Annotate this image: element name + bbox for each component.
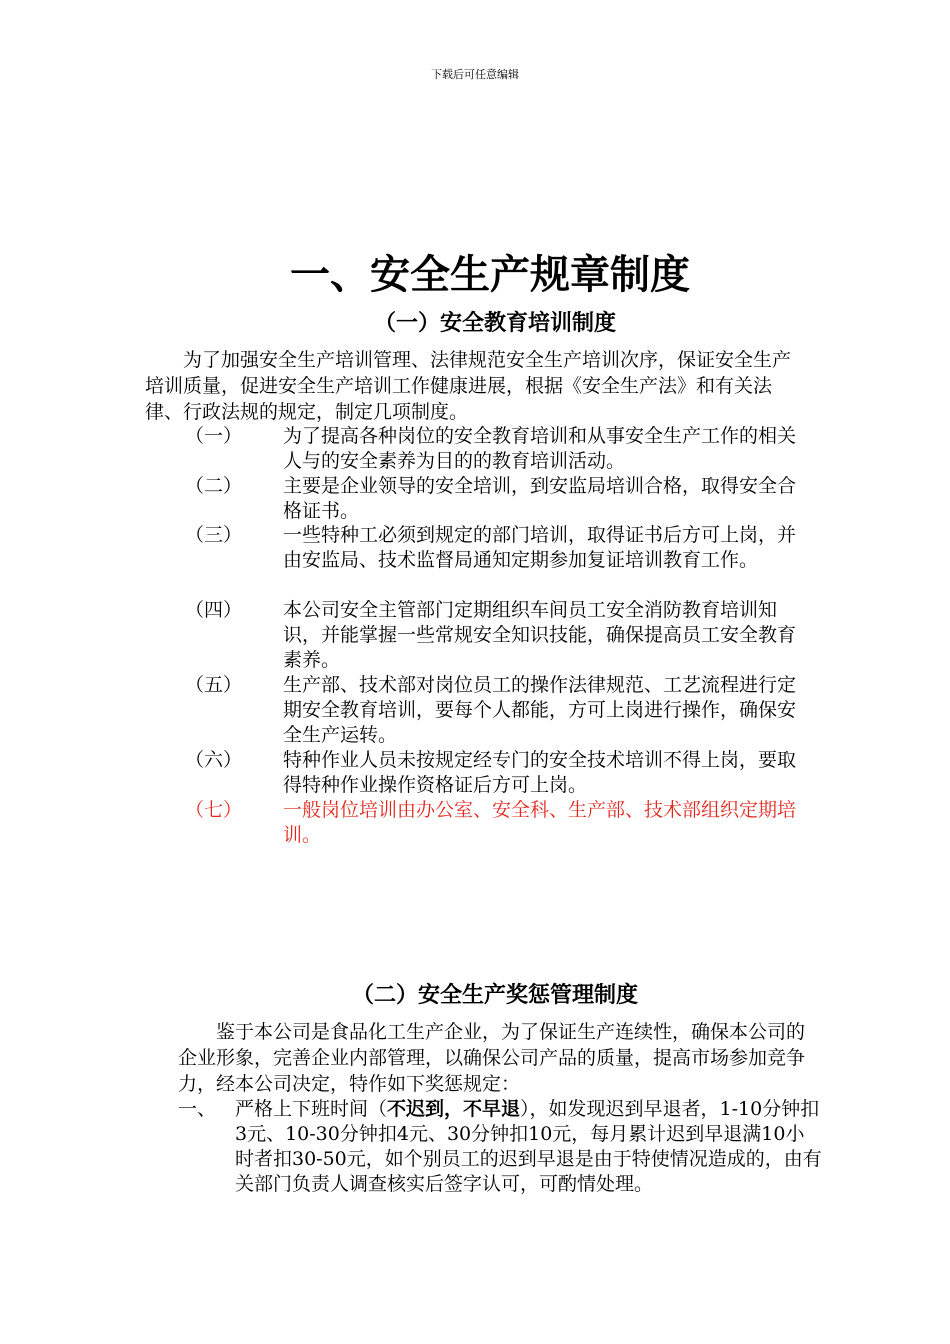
item-text-bold: 不迟到，不早退 <box>387 1098 521 1120</box>
item-number: （四） <box>185 599 243 621</box>
item-number: 一、 <box>178 1098 217 1120</box>
item-number: （六） <box>185 749 243 771</box>
item-text: 本公司安全主管部门定期组织车间员工安全消防教育培训知识，并能掌握一些常规安全知识技能，确保提高员工安全教育素养。 <box>283 599 797 671</box>
item-text: 为了提高各种岗位的安全教育培训和从事安全生产工作的相关人与的安全素养为目的的教育培训活动。 <box>283 425 797 472</box>
header-note: 下载后可任意编辑 <box>431 68 519 81</box>
item-text: 生产部、技术部对岗位员工的操作法律规范、工艺流程进行定期安全教育培训，要每个人都能，方可上岗进行操作，确保安全生产运转。 <box>283 674 797 746</box>
item-text: 一些特种工必须到规定的部门培训，取得证书后方可上岗，并由安监局、技术监督局通知定期参加复证培训教育工作。 <box>283 524 797 571</box>
section2-intro: 鉴于本公司是食品化工生产企业，为了保证生产连续性，确保本公司的企业形象，完善企业内部管理，以确保公司产品的质量，提高市场参加竞争力，经本公司决定，特作如下奖惩规定： <box>178 1021 806 1095</box>
item-text <box>235 1097 823 1197</box>
item-text: 特种作业人员未按规定经专门的安全技术培训不得上岗，要取得特种作业操作资格证后方可上岗。 <box>283 749 797 796</box>
section2-title: （二）安全生产奖惩管理制度 <box>351 983 638 1008</box>
item-text-pre: 严格上下班时间（ <box>235 1098 388 1120</box>
item-number: （一） <box>185 425 243 447</box>
item-number: （七） <box>185 799 243 821</box>
main-title: 一、安全生产规章制度 <box>290 252 690 298</box>
item-text: 一般岗位培训由办公室、安全科、生产部、技术部组织定期培训。 <box>283 799 797 846</box>
item-number: （三） <box>185 524 243 546</box>
section1-intro: 为了加强安全生产培训管理、法律规范安全生产培训次序，保证安全生产培训质量，促进安全生产培训工作健康进展，根据《安全生产法》和有关法律、行政法规的规定，制定几项制度。 <box>145 349 792 423</box>
item-number: （五） <box>185 674 243 696</box>
item-text: 主要是企业领导的安全培训，到安监局培训合格，取得安全合格证书。 <box>283 475 797 522</box>
item-number: （二） <box>185 475 243 497</box>
item-text-post: ），如发现迟到早退者，1-10分钟扣3元、10-30分钟扣4元、30分钟扣10元，每月累计迟到早退满10小时者扣30-50元，如个别员工的迟到早退是由于特使情况造成的，由有关部门负责人调查核实后签字认可，可酌情处理。 <box>235 1098 822 1195</box>
section1-title: （一）安全教育培训制度 <box>373 311 616 336</box>
